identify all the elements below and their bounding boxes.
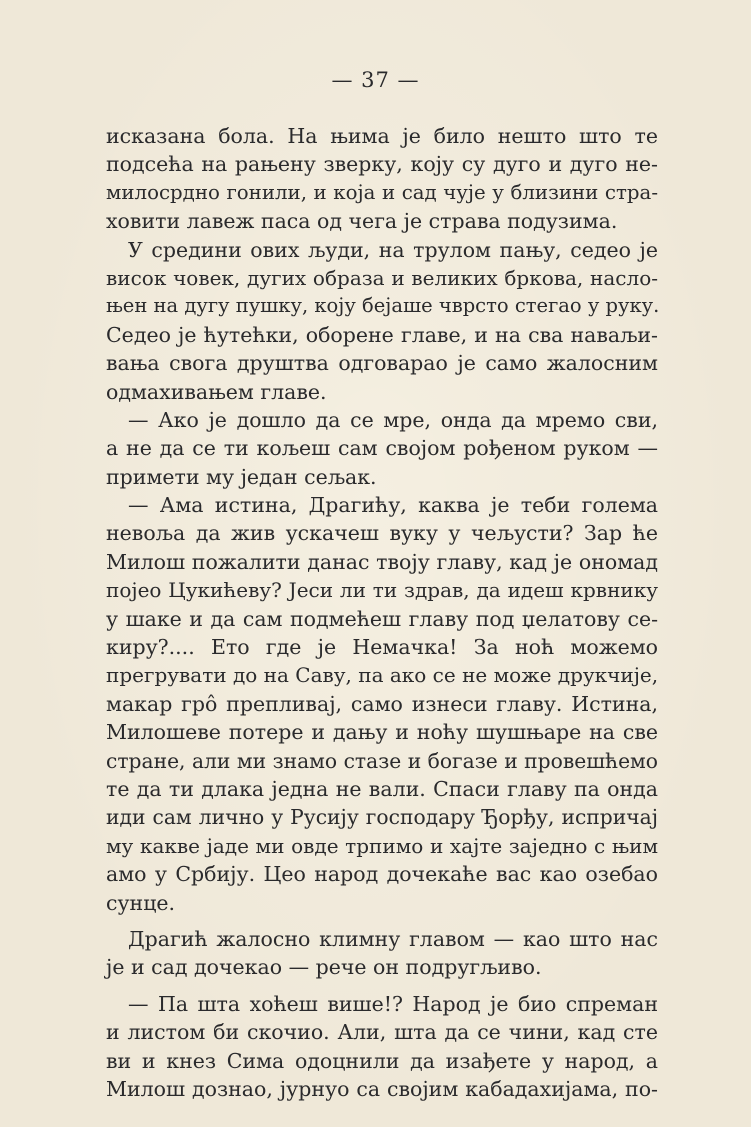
paragraph [106, 122, 658, 236]
text-line: Драгић жалосно климну главом — као што нас [128, 926, 658, 951]
paragraph [106, 990, 658, 1104]
text-line: му какве јаде ми овде трпимо и хајте заједно с њим [106, 833, 658, 858]
text-line: те да ти длака једна не вали. Спаси главу па онда [106, 776, 658, 801]
text-line: исказана бола. На њима је било нешто што те [106, 124, 658, 148]
text-line: вања свога друштва одговарао је само жалосним [106, 351, 658, 376]
text-line: милосрдно гонили, и која и сад чује у близини стра- [106, 180, 658, 204]
text-line: невоља да жив ускачеш вуку у чељусти? Зар ће [106, 521, 658, 546]
text-line: макар грô препливај, само изнеси главу. Истина, [106, 691, 658, 716]
paragraph-gap [106, 982, 658, 990]
text-line: Милош дознао, јурнуо са својим кабадахијама, по- [106, 1076, 658, 1101]
text-line: а не да се ти кољеш сам својом рођеном руком — [106, 436, 658, 461]
text-line: — Ама истина, Драгићу, каква је теби голема [128, 493, 658, 518]
paragraph [106, 406, 658, 491]
text-line: стране, али ми знамо стазе и богазе и провешћемо [106, 748, 658, 773]
paragraph [106, 491, 658, 917]
paragraph-gap [106, 917, 658, 925]
text-line: примети му један сељак. [106, 464, 377, 489]
text-line: висок човек, дугих образа и великих бркова, насло- [106, 265, 658, 290]
text-line: подсећа на рањену зверку, коју су дуго и дуго не- [106, 152, 658, 177]
text-line: Седео је ћутећки, оборене главе, и на сва наваљи- [106, 322, 658, 347]
text-line: киру?.... Ето где је Немачка! За ноћ можемо [106, 635, 658, 660]
text-line: иди сам лично у Русију господару Ђорђу, испричај [106, 805, 658, 830]
text-line: У средини ових људи, на трулом пању, седео је [128, 237, 658, 262]
text-line: њен на дугу пушку, коју бејаше чврсто стегао у руку. [106, 294, 660, 318]
paragraph [106, 925, 658, 982]
text-line: и листом би скочио. Али, шта да се чини, кад сте [106, 1020, 658, 1045]
text-line: одмахивањем главе. [106, 379, 327, 404]
text-line: ховити лавеж паса од чега је страва подузима. [106, 209, 618, 234]
text-line: у шаке и да сам подмећеш главу под џелатову се- [106, 606, 658, 631]
text-line: — Ако је дошло да се мре, онда да мремо сви, [128, 407, 658, 432]
text-line: појео Цукићеву? Јеси ли ти здрав, да идеш крвнику [106, 578, 658, 603]
page-number: — 37 — [331, 68, 420, 92]
body-text [106, 122, 658, 1103]
text-line: прегрувати до на Саву, па ако се не може друкчије, [106, 663, 659, 688]
text-line: сунце. [106, 890, 176, 915]
text-line: ви и кнез Сима одоцнили да изађете у народ, а [106, 1048, 658, 1073]
text-line: Милошеве потере и дању и ноћу шушњаре на све [106, 720, 658, 745]
text-line: — Па шта хоћеш више!? Народ је био спреман [128, 991, 658, 1016]
text-line: Милош пожалити данас твоју главу, кад је ономад [106, 549, 658, 574]
text-line: амо у Србију. Цео народ дочекаће вас као озебао [106, 862, 658, 887]
text-line: је и сад дочекао — рече он подругљиво. [106, 955, 542, 980]
paragraph [106, 236, 658, 406]
